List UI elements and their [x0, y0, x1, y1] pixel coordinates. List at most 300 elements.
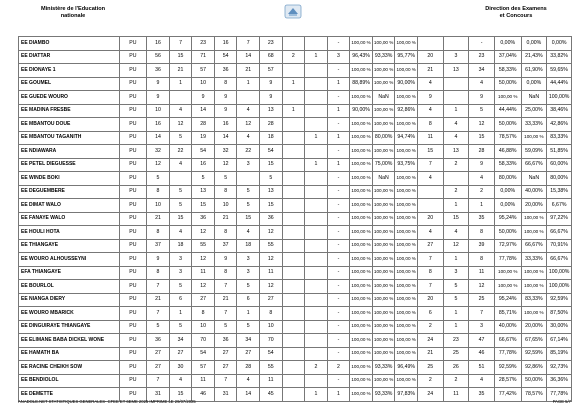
table-cell: 14	[214, 131, 237, 145]
table-cell	[305, 118, 328, 132]
table-cell: 36	[147, 334, 170, 348]
table-cell: 4	[169, 374, 192, 388]
table-cell: 38,46%	[547, 104, 572, 118]
table-cell	[237, 172, 260, 186]
table-cell: 100,00 %	[372, 64, 395, 78]
table-cell: 4	[417, 77, 443, 91]
table-cell: 8	[214, 226, 237, 240]
table-cell: 27	[147, 347, 170, 361]
table-cell: PU	[119, 239, 147, 253]
table-cell: 9	[147, 91, 170, 105]
school-name-cell: EE PETEL DIEGUESSE	[19, 158, 120, 172]
table-cell: 7	[237, 37, 260, 51]
table-row	[19, 91, 572, 105]
table-cell: 6,67%	[547, 199, 572, 213]
table-row	[19, 307, 572, 321]
table-cell	[443, 77, 469, 91]
table-cell: 2	[417, 374, 443, 388]
table-cell: 66,67%	[547, 253, 572, 267]
table-cell: 8	[214, 266, 237, 280]
table-cell: 100,00 %	[372, 253, 395, 267]
table-cell: NaN	[521, 172, 547, 186]
table-cell: 92,86%	[521, 361, 547, 375]
table-cell: 28	[260, 118, 283, 132]
table-cell: 7	[147, 280, 170, 294]
table-cell: 12	[443, 239, 469, 253]
table-cell	[305, 91, 328, 105]
table-cell: 100,00 %	[372, 266, 395, 280]
table-cell: 100,00 %	[372, 226, 395, 240]
table-cell: 11	[192, 374, 215, 388]
table-cell: 3	[237, 266, 260, 280]
table-cell	[282, 280, 305, 294]
table-cell: 93,33%	[372, 388, 395, 402]
table-cell: 36,36%	[547, 374, 572, 388]
table-cell: 4	[169, 226, 192, 240]
table-row	[19, 199, 572, 213]
school-name-cell: EE BENDIOLOL	[19, 374, 120, 388]
table-cell	[169, 91, 192, 105]
table-cell: 100,00 %	[372, 347, 395, 361]
table-cell: 21	[214, 293, 237, 307]
table-cell: 80,00%	[494, 172, 521, 186]
table-row	[19, 239, 572, 253]
table-cell: PU	[119, 118, 147, 132]
table-cell: 3	[237, 158, 260, 172]
table-cell: 1	[327, 77, 350, 91]
table-cell: 21	[417, 347, 443, 361]
school-name-cell: EE WINDE BOKI	[19, 172, 120, 186]
table-cell: 5	[147, 172, 170, 186]
table-cell: 5	[169, 131, 192, 145]
table-cell: 51	[469, 361, 495, 375]
table-cell: 12	[260, 253, 283, 267]
table-cell	[305, 307, 328, 321]
table-row	[19, 77, 572, 91]
table-cell: 32	[147, 145, 170, 159]
table-cell: 54	[260, 145, 283, 159]
table-cell: 92,59%	[547, 293, 572, 307]
table-cell: 72,97%	[494, 239, 521, 253]
table-cell	[417, 37, 443, 51]
table-cell: 5	[192, 172, 215, 186]
table-cell: 100,00 %	[372, 239, 395, 253]
table-cell: -	[327, 280, 350, 294]
table-cell: 30	[169, 361, 192, 375]
table-row	[19, 50, 572, 64]
table-cell: 23	[260, 37, 283, 51]
table-cell: 58,33%	[494, 158, 521, 172]
table-cell: 54	[192, 145, 215, 159]
table-cell: 16	[147, 37, 170, 51]
table-cell: 1	[282, 104, 305, 118]
table-cell: 100,00 %	[372, 185, 395, 199]
footer-page-number: PAGE 5/7	[552, 399, 571, 404]
table-cell: 34	[169, 334, 192, 348]
table-cell: 1	[237, 77, 260, 91]
table-cell: 92,59%	[521, 347, 547, 361]
table-cell: 100,00 %	[395, 280, 418, 294]
table-cell: 18	[260, 131, 283, 145]
school-name-cell: EE DIMAT WALO	[19, 199, 120, 213]
table-cell: 50,00%	[494, 118, 521, 132]
school-name-cell: EE DIAMBO	[19, 37, 120, 51]
table-cell: PU	[119, 104, 147, 118]
table-cell: 11	[417, 131, 443, 145]
table-cell: 100,00 %	[350, 374, 373, 388]
table-cell: 5	[169, 280, 192, 294]
table-cell: 21	[237, 64, 260, 78]
table-cell: 5	[169, 185, 192, 199]
table-cell: 3	[327, 50, 350, 64]
table-cell: 34	[237, 334, 260, 348]
table-cell: -	[327, 253, 350, 267]
table-cell	[282, 199, 305, 213]
table-cell: 14	[237, 50, 260, 64]
table-cell: PU	[119, 199, 147, 213]
table-cell: PU	[119, 145, 147, 159]
table-cell: 80,00%	[547, 172, 572, 186]
table-cell: 12	[469, 118, 495, 132]
table-cell: 57	[192, 64, 215, 78]
table-cell: 100,00 %	[350, 347, 373, 361]
table-cell: 1	[305, 388, 328, 402]
table-cell: 100,00 %	[372, 118, 395, 132]
table-cell: 100,00 %	[350, 226, 373, 240]
table-row	[19, 185, 572, 199]
table-cell: 83,33%	[547, 131, 572, 145]
table-cell: 67,65%	[521, 334, 547, 348]
ministry-logo-icon	[283, 4, 303, 19]
table-cell: 100,00 %	[395, 307, 418, 321]
table-cell: -	[327, 347, 350, 361]
table-cell: 1	[469, 199, 495, 213]
table-cell: 46,88%	[494, 145, 521, 159]
table-cell: 70	[192, 334, 215, 348]
table-cell: 9	[147, 253, 170, 267]
table-cell: 1	[282, 77, 305, 91]
table-cell: 44,44%	[494, 104, 521, 118]
table-cell: 7	[469, 307, 495, 321]
table-cell: 12	[147, 158, 170, 172]
table-cell: 80,00%	[372, 131, 395, 145]
table-cell: 3	[469, 320, 495, 334]
table-cell: 100,00 %	[372, 320, 395, 334]
table-cell: 2	[443, 158, 469, 172]
table-cell: 11	[260, 266, 283, 280]
table-cell: PU	[119, 374, 147, 388]
table-cell: -	[327, 91, 350, 105]
table-cell: 8	[417, 118, 443, 132]
table-cell: 57	[260, 64, 283, 78]
table-cell: 4	[417, 226, 443, 240]
school-name-cell: EE DINGUIRAYE THIANGAYE	[19, 320, 120, 334]
table-cell: 4	[169, 104, 192, 118]
table-cell: 66,67%	[521, 158, 547, 172]
table-cell: 100,00 %	[372, 374, 395, 388]
table-cell	[305, 37, 328, 51]
table-cell: 100,00 %	[395, 118, 418, 132]
table-cell: 27	[192, 293, 215, 307]
table-cell: 22	[169, 145, 192, 159]
table-cell	[237, 91, 260, 105]
table-cell: 100,00 %	[350, 199, 373, 213]
table-cell: 28	[237, 361, 260, 375]
table-cell: 7	[214, 307, 237, 321]
table-cell: 100,00 %	[494, 91, 521, 105]
table-cell: 1	[169, 77, 192, 91]
table-cell: 21	[147, 293, 170, 307]
table-cell: 100,00 %	[395, 199, 418, 213]
table-cell: 25,00%	[521, 104, 547, 118]
table-cell: PU	[119, 158, 147, 172]
table-cell: 15	[169, 212, 192, 226]
table-cell: 100,00 %	[372, 104, 395, 118]
table-cell	[282, 158, 305, 172]
table-cell: 15	[469, 131, 495, 145]
table-cell	[305, 64, 328, 78]
table-cell: 100,00 %	[372, 212, 395, 226]
table-cell: 96,49%	[395, 361, 418, 375]
table-cell: 4	[237, 104, 260, 118]
school-name-cell: EE MADINA FRESBE	[19, 104, 120, 118]
table-cell	[305, 239, 328, 253]
table-cell	[282, 64, 305, 78]
table-cell	[305, 226, 328, 240]
table-cell: -	[469, 37, 495, 51]
table-cell: 100,00 %	[395, 266, 418, 280]
table-cell: 10	[192, 77, 215, 91]
table-cell	[282, 307, 305, 321]
table-cell	[305, 185, 328, 199]
table-cell: -	[327, 374, 350, 388]
table-cell	[443, 172, 469, 186]
table-cell: 36	[192, 212, 215, 226]
table-cell: PU	[119, 293, 147, 307]
table-cell: 40,00%	[521, 185, 547, 199]
table-cell	[282, 374, 305, 388]
table-cell	[169, 172, 192, 186]
table-cell: 15	[237, 212, 260, 226]
table-cell: 10	[147, 199, 170, 213]
table-cell	[282, 37, 305, 51]
table-cell: 100,00 %	[350, 266, 373, 280]
table-row	[19, 347, 572, 361]
table-cell: 100,00 %	[350, 91, 373, 105]
table-cell: 7	[169, 37, 192, 51]
table-cell: 5	[469, 104, 495, 118]
table-cell: 3	[169, 266, 192, 280]
table-cell: 100,00 %	[350, 212, 373, 226]
school-name-cell: EE THIANGAYE	[19, 239, 120, 253]
table-cell	[282, 293, 305, 307]
table-cell: 1	[169, 307, 192, 321]
table-cell: 0,00%	[547, 37, 572, 51]
table-cell: 10	[260, 320, 283, 334]
table-cell: 25	[469, 293, 495, 307]
table-cell: 55	[260, 361, 283, 375]
school-name-cell: EE DEGUEMBERE	[19, 185, 120, 199]
school-name-cell: EE WOURO MBARICK	[19, 307, 120, 321]
table-cell: 96,43%	[350, 50, 373, 64]
table-cell: 27	[214, 347, 237, 361]
table-cell: 50,00%	[494, 226, 521, 240]
table-row	[19, 293, 572, 307]
table-cell: 66,67%	[521, 239, 547, 253]
table-cell: 15	[443, 212, 469, 226]
table-cell: 60,00%	[547, 158, 572, 172]
ministry-name-line1: Ministère de l'Education	[40, 6, 106, 12]
table-cell: 54	[260, 347, 283, 361]
table-cell: PU	[119, 172, 147, 186]
table-cell: 23	[469, 50, 495, 64]
table-cell: -	[327, 320, 350, 334]
table-cell	[305, 104, 328, 118]
table-cell: 32	[214, 145, 237, 159]
table-cell: 47	[469, 334, 495, 348]
table-cell	[305, 347, 328, 361]
table-cell: 14	[237, 388, 260, 402]
table-cell: 10	[214, 199, 237, 213]
table-cell: 19	[192, 131, 215, 145]
table-cell: 27	[237, 347, 260, 361]
table-cell: 100,00 %	[350, 320, 373, 334]
table-cell: 4	[169, 158, 192, 172]
table-cell: 20	[417, 212, 443, 226]
table-cell	[282, 253, 305, 267]
table-cell: 37	[147, 239, 170, 253]
direction-name-line2: et Concours	[499, 12, 533, 19]
table-cell: 51,85%	[547, 145, 572, 159]
table-cell: 23	[443, 334, 469, 348]
table-cell: 8	[147, 185, 170, 199]
table-cell: 1	[305, 131, 328, 145]
table-cell: 100,00 %	[395, 91, 418, 105]
table-cell: 18	[237, 239, 260, 253]
table-cell: 33,33%	[521, 118, 547, 132]
table-cell	[305, 334, 328, 348]
table-cell: 16	[147, 118, 170, 132]
table-cell: 100,00 %	[395, 172, 418, 186]
table-cell: 95,24%	[494, 293, 521, 307]
table-cell: 90,00%	[350, 104, 373, 118]
table-cell: PU	[119, 91, 147, 105]
table-cell: 100,00%	[547, 280, 572, 294]
table-row	[19, 361, 572, 375]
table-cell: 87,50%	[547, 307, 572, 321]
table-cell: 20	[417, 293, 443, 307]
table-cell: 92,86%	[395, 104, 418, 118]
table-cell	[443, 37, 469, 51]
table-cell: 27	[260, 293, 283, 307]
table-cell: 54	[192, 347, 215, 361]
table-cell: 1	[443, 253, 469, 267]
school-name-cell: EE DIONAYE 1	[19, 64, 120, 78]
table-cell: 34	[469, 64, 495, 78]
table-cell: 4	[417, 172, 443, 186]
table-cell: 78,57%	[494, 131, 521, 145]
table-cell: 5	[214, 172, 237, 186]
table-cell: 8	[260, 307, 283, 321]
table-cell: 9	[214, 104, 237, 118]
table-cell: 7	[147, 374, 170, 388]
table-row	[19, 145, 572, 159]
table-cell: 97,83%	[395, 388, 418, 402]
table-cell: 4	[443, 226, 469, 240]
table-cell	[305, 266, 328, 280]
table-cell	[305, 145, 328, 159]
table-row	[19, 374, 572, 388]
table-cell: 46	[192, 388, 215, 402]
table-cell: -	[327, 307, 350, 321]
table-cell: 24	[417, 388, 443, 402]
table-cell: 10	[192, 320, 215, 334]
table-row	[19, 131, 572, 145]
table-cell: 58,33%	[494, 64, 521, 78]
table-cell: 8	[192, 307, 215, 321]
table-cell: 77,78%	[494, 253, 521, 267]
table-cell: 13	[443, 64, 469, 78]
table-cell: 42,86%	[547, 118, 572, 132]
table-cell: 100,00 %	[395, 185, 418, 199]
table-cell: PU	[119, 50, 147, 64]
table-cell: PU	[119, 64, 147, 78]
table-cell: 83,33%	[521, 293, 547, 307]
table-cell: 8	[147, 226, 170, 240]
school-name-cell: EE MBANTOU TAGANITH	[19, 131, 120, 145]
table-cell	[282, 212, 305, 226]
table-cell: 6	[237, 293, 260, 307]
table-cell: -	[327, 64, 350, 78]
table-cell	[282, 131, 305, 145]
table-cell: 13	[443, 145, 469, 159]
table-cell: 100,00%	[547, 266, 572, 280]
school-name-cell: EE ELIMANE BABA DICKEL WONE	[19, 334, 120, 348]
table-cell: -	[327, 37, 350, 51]
table-cell: 28	[192, 118, 215, 132]
table-cell: 100,00 %	[350, 158, 373, 172]
table-cell: 5	[237, 199, 260, 213]
table-cell: 4	[237, 374, 260, 388]
table-cell: 8	[214, 185, 237, 199]
school-name-cell: EE WOURO ALHOUSSEYNI	[19, 253, 120, 267]
table-cell	[305, 172, 328, 186]
table-cell: 50,00%	[521, 374, 547, 388]
table-cell: 7	[214, 280, 237, 294]
table-cell: 25	[443, 347, 469, 361]
table-cell: 4	[469, 374, 495, 388]
table-cell: PU	[119, 253, 147, 267]
table-cell: 5	[237, 320, 260, 334]
table-cell: 20,00%	[521, 199, 547, 213]
table-cell: 37	[214, 239, 237, 253]
table-cell: 3	[443, 266, 469, 280]
table-cell: 4	[237, 226, 260, 240]
table-cell: 36	[214, 334, 237, 348]
table-cell: 1	[237, 307, 260, 321]
table-cell: -	[327, 145, 350, 159]
table-cell: 93,33%	[372, 361, 395, 375]
table-cell	[282, 145, 305, 159]
table-cell: -	[327, 118, 350, 132]
school-name-cell: EE FANAYE WALO	[19, 212, 120, 226]
school-name-cell: EE GUEDE WOURO	[19, 91, 120, 105]
table-cell: PU	[119, 77, 147, 91]
table-cell: 70,91%	[547, 239, 572, 253]
direction-name-line1: Direction des Examens	[485, 6, 547, 12]
table-cell: 15	[192, 199, 215, 213]
table-cell: NaN	[372, 91, 395, 105]
